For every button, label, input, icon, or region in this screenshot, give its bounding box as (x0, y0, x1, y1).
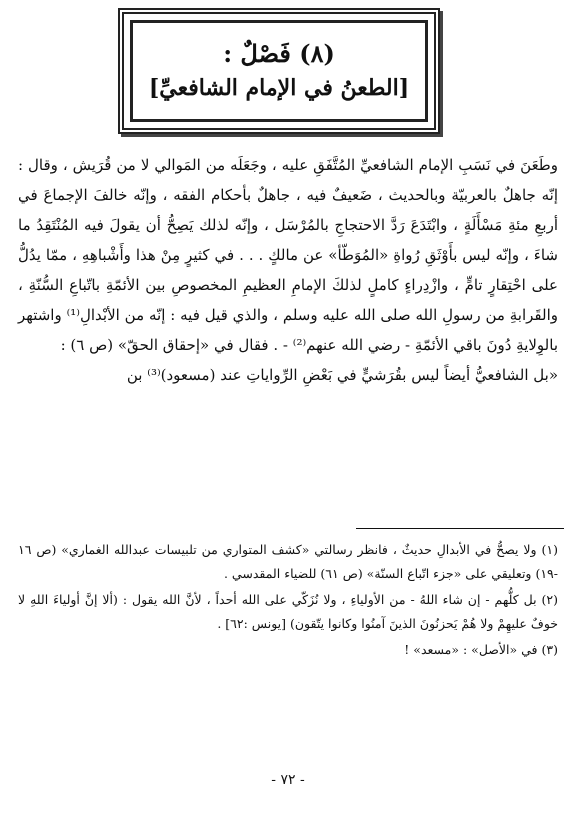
chapter-title-box (118, 8, 440, 134)
page-number: - ٧٢ - (271, 772, 305, 788)
footnote: (١) ولا يصحُّ في الأبدالِ حديثٌ ، فانظر رسالتي «كشف المتواري من تلبيسات عبدالله الغماري» (ص ١٦ -١٩) وتعليقي على «جزء اتّباع السنّة» (ص ٦١) للضياء المقدسي . (18, 542, 558, 581)
chapter-heading: (٨) فَصْلٌ : (223, 39, 335, 68)
chapter-title-inner (130, 20, 428, 122)
footnote: (٢) بل كلُّهم - إن شاء اللهُ - من الأولياءِ ، ولا نُزَكّي على الله أحداً ، لأنَّ الله يقول : (ألا إنَّ أولياءَ اللهِ لا خوفٌ عليهِمْ ولا هُمْ يَحزنُونَ الذينَ آمنُوا وكانوا يتّقون) [يونس :٦٢] . (18, 592, 558, 631)
paragraph: «بل الشافعيُّ أيضاً ليس بقُرَشيٍّ في بَعْضِ الرِّواياتِ عند (مسعود)⁽³⁾ بن (126, 366, 558, 384)
chapter-subheading: [الطعنُ في الإمام الشافعيِّ] (148, 75, 410, 101)
footnotes (18, 538, 558, 664)
footnote-separator (356, 528, 564, 529)
main-text (18, 150, 558, 390)
paragraph: وطَعَنَ في نَسَبِ الإمام الشافعيِّ المُتَّفَقِ عليه ، وجَعَلَه من المَوالي لا من قُرَيش ، وقال : إنّه جاهلٌ بالعربيّة وبالحديث ، ضَعيفٌ فيه ، جاهلٌ بأحكام الفقه ، وإنّه خالفَ الإجماعَ في أربعِ مئةِ مَسْأَلَةٍ ، وابْتَدَعَ رَدَّ الاحتجاجِ بالمُرْسَل ، وإنّه لذلك يَصِحُّ أن يقولَ فيه المُنْتَقِدُ ما شاءَ ، وإنّه ليس بأَوْثَقِ رُواةِ «المُوَطّأ» عن مالكٍ . . . في كثيرٍ مِنْ هذا وأَشْباهِهِ ، ممّا يدُلُّ على احْتِقارٍ تامٍّ ، وازْدِراءٍ كاملٍ لذلكَ الإمامِ العظيمِ المخصوصِ بين الأئمّةِ باتّباعِ السُّنّةِ ، والقَرابةِ من رسولِ الله صلى الله عليه وسلم ، والذي قيل فيه : إنّه من الأبْدالِ⁽¹⁾ واشتهر بالوِلايةِ دُونَ باقي الأئمّةِ - رضي الله عنهم⁽²⁾ - . فقال في «إحقاق الحقّ» (ص ٦) : (18, 156, 558, 354)
footnote: (٣) في «الأصل» : «مسعد» ! (404, 642, 558, 657)
